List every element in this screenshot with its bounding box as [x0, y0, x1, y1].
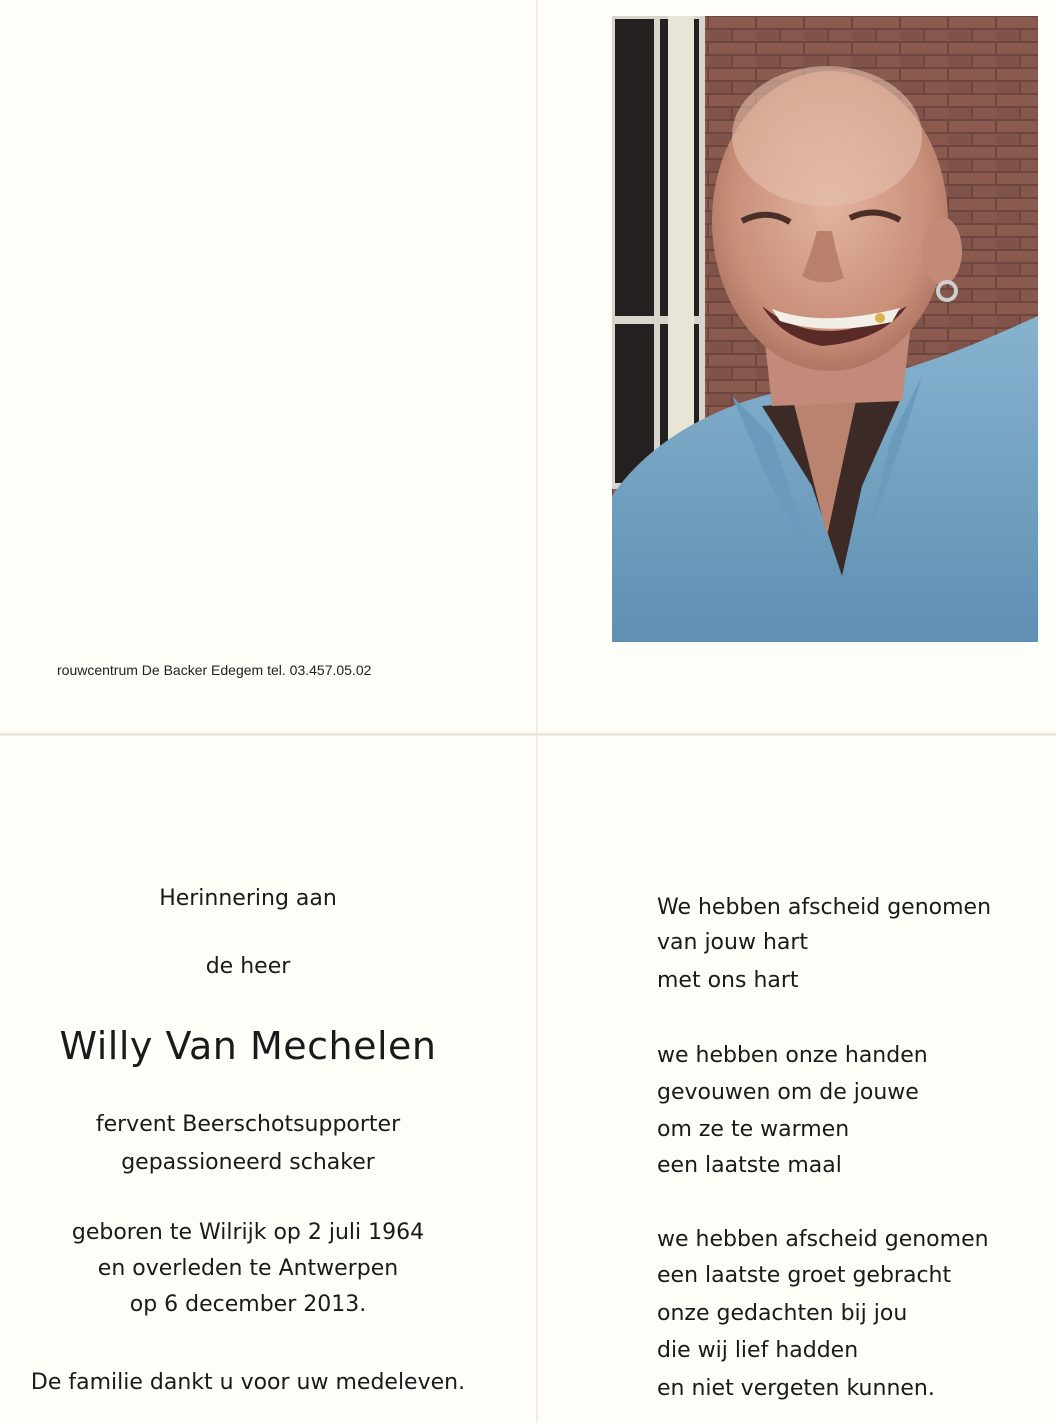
trait-line-2: gepassioneerd schaker — [121, 1150, 375, 1175]
poem-line: onze gedachten bij jou — [657, 1301, 908, 1326]
death-line-1: en overleden te Antwerpen — [97, 1256, 399, 1281]
memorial-intro: Herinnering aan — [159, 886, 337, 911]
trait-line-1: fervent Beerschotsupporter — [95, 1112, 401, 1137]
poem-line: we hebben afscheid genomen — [657, 1227, 989, 1252]
birth-line: geboren te Wilrijk op 2 juli 1964 — [71, 1220, 425, 1245]
thanks-line: De familie dankt u voor uw medeleven. — [30, 1370, 466, 1395]
poem-line: een laatste groet gebracht — [657, 1263, 952, 1288]
poem-line: die wij lief hadden — [657, 1338, 859, 1363]
poem-line: een laatste maal — [657, 1153, 842, 1178]
poem-line: van jouw hart — [657, 930, 809, 955]
poem-line: om ze te warmen — [657, 1117, 850, 1142]
poem-line: en niet vergeten kunnen. — [657, 1376, 935, 1401]
portrait-photo — [612, 16, 1038, 642]
card-memorial-panel — [0, 735, 537, 1423]
poem-line: We hebben afscheid genomen — [657, 895, 992, 920]
memorial-title: de heer — [205, 954, 291, 979]
card-back-panel — [0, 0, 537, 735]
poem-line: we hebben onze handen — [657, 1043, 928, 1068]
deceased-name: Willy Van Mechelen — [59, 1024, 437, 1068]
vertical-fold — [536, 0, 538, 1423]
death-line-2: op 6 december 2013. — [129, 1292, 367, 1317]
funeral-home-credit: rouwcentrum De Backer Edegem tel. 03.457.05.02 — [57, 662, 372, 678]
horizontal-fold — [0, 733, 1056, 736]
poem-line: met ons hart — [657, 968, 799, 993]
poem-line: gevouwen om de jouwe — [657, 1080, 919, 1105]
